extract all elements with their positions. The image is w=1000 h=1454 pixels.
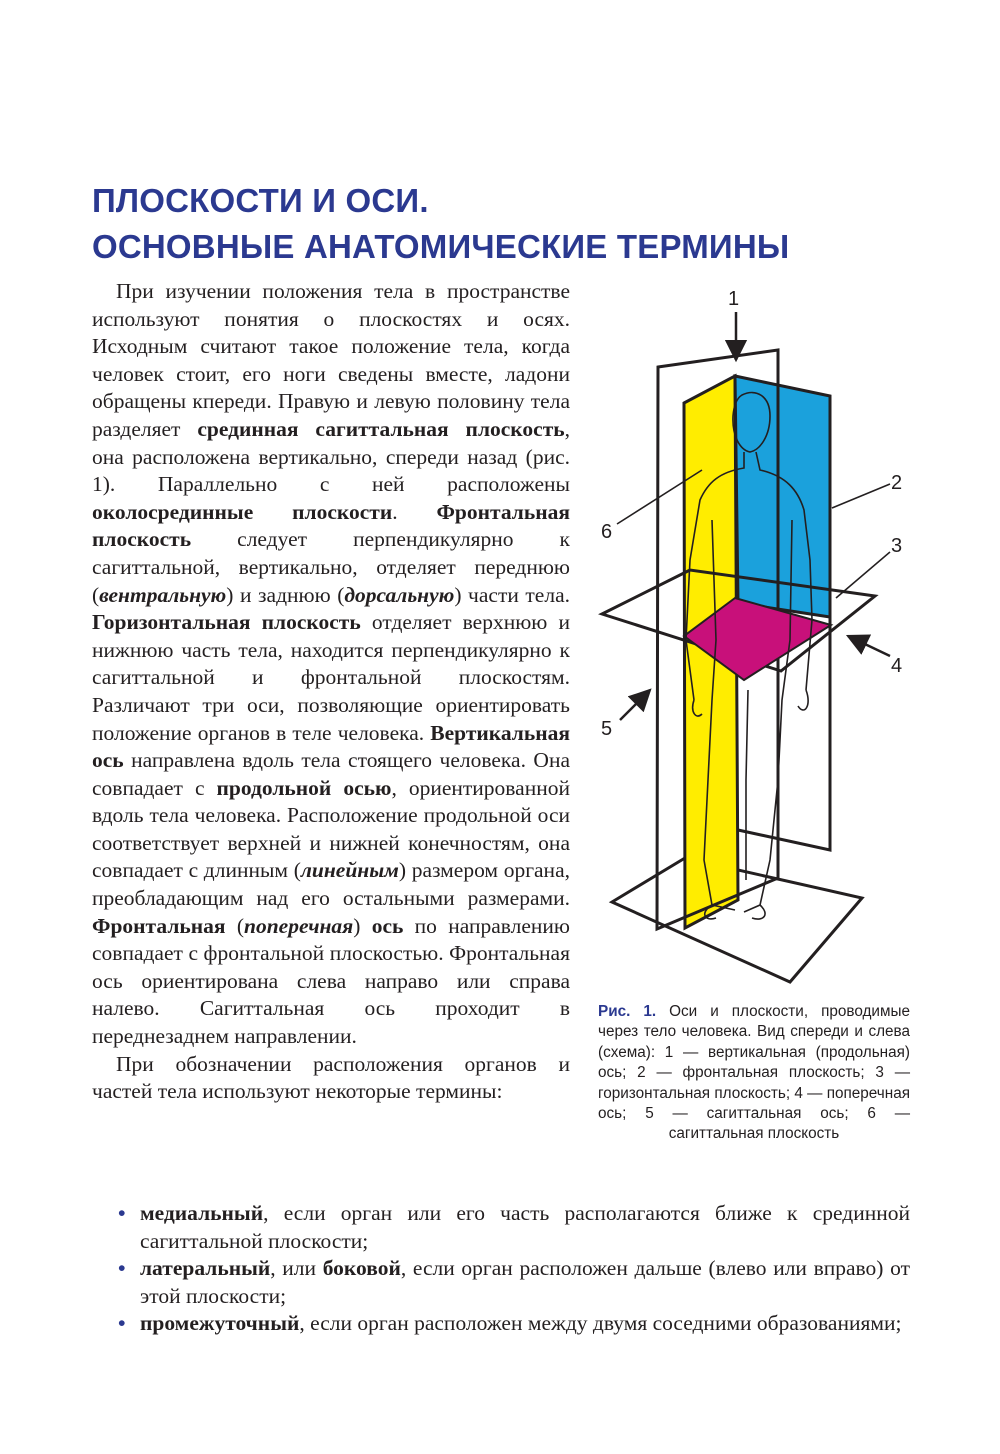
- term-vertical-axis: Вертикальная ось: [92, 720, 570, 773]
- transverse-axis-arrow: [848, 636, 890, 656]
- term-axis: ось: [371, 913, 404, 938]
- figure-label-6: 6: [601, 521, 613, 543]
- term-horizontal-plane: Горизонтальная плоскость: [92, 610, 361, 635]
- term-medial: медиальный: [140, 1201, 264, 1225]
- page-title: [92, 178, 789, 270]
- frontal-plane: [735, 376, 830, 617]
- leader-line-2: [832, 484, 890, 508]
- list-item: [92, 1310, 910, 1338]
- text-run: ) части тела.: [454, 582, 570, 607]
- text-run: , ориентированной вдоль тела человека. Расположение продольной оси соответствует верхней и нижней конечностям, она совпадает с длинным (: [92, 775, 570, 883]
- term-frontal: Фронтальная: [92, 913, 226, 938]
- list-item: [92, 1200, 910, 1255]
- term-ventral: вентральную: [99, 582, 227, 607]
- figure-label-1: 1: [728, 288, 740, 310]
- text-run: ) размером органа, преобладающим над его остальными размерами.: [92, 858, 570, 911]
- caption-label: Рис. 1.: [598, 1003, 657, 1020]
- text-run: , она расположена вертикально, спереди назад (рис. 1). Параллельно с ней расположены: [92, 416, 571, 497]
- term-median-sagittal-plane: срединная сагиттальная плоскость: [197, 416, 565, 441]
- text-run: ): [353, 913, 372, 938]
- body-planes-figure: [590, 280, 920, 1000]
- figure-label-2: 2: [891, 472, 903, 494]
- title-line-2: ОСНОВНЫЕ АНАТОМИЧЕСКИЕ ТЕРМИНЫ: [92, 228, 790, 265]
- term-frontal-plane: Фронтальная плоскость: [92, 499, 570, 552]
- text-run: При изучении положения тела в пространстве используют понятия о плоскостях и осях. Исходным считают такое положение тела, когда человек стоит, его ноги сведены вместе, ладони обращены кпереди. Правую и левую половину тела разделяет: [92, 279, 570, 441]
- figure-caption: [598, 1002, 910, 1145]
- list-item-text: , если орган расположен дальше (влево или вправо) от этой плоскости;: [140, 1256, 911, 1308]
- title-line-1: ПЛОСКОСТИ И ОСИ.: [92, 182, 429, 219]
- term-linear: линейным: [300, 858, 399, 883]
- text-run: направлена вдоль тела стоящего человека. Она совпадает с: [92, 748, 570, 800]
- figure-label-5: 5: [601, 718, 613, 740]
- term-intermediate: промежуточный: [140, 1311, 300, 1336]
- paragraph-planes-axes: [92, 278, 570, 1051]
- figure-label-3: 3: [891, 535, 903, 557]
- paragraph-terms-intro: При обозначении расположения органов и частей тела используют некоторые термины:: [92, 1051, 570, 1104]
- text-run: по направлению совпадает с фронтальной плоскостью. Фронтальная ось ориентирована слева направо или справа налево. Сагиттальная ось проходит в переднезаднем направлении.: [92, 913, 570, 1049]
- list-item-text: , или: [270, 1256, 323, 1281]
- main-text-column: [92, 278, 570, 1106]
- caption-text: Оси и плоскости, проводимые через тело человека. Вид спереди и слева (схема): 1 — вертикальная (продольная) ось; 2 — фронтальная плоскость; 3 — горизонтальная плоскость; 4 — поперечная ось; 5 — сагиттальная ось; 6 — сагиттальная плоскость: [598, 1003, 910, 1143]
- list-item-text: , если орган или его часть располагаются ближе к срединной сагиттальной плоскости;: [140, 1201, 910, 1253]
- text-run: .: [392, 499, 437, 524]
- text-run: ) и заднюю (: [226, 582, 345, 607]
- term-paramedian-planes: околосрединные плоскости: [92, 499, 393, 524]
- term-lateral: латеральный: [140, 1256, 271, 1281]
- leader-line-3: [836, 552, 890, 598]
- text-run: следует перпендикулярно к сагиттальной, вертикально, отделяет переднюю (: [92, 527, 570, 607]
- text-run: (: [225, 913, 244, 938]
- terms-list: [92, 1200, 910, 1338]
- term-longitudinal-axis: продольной осью: [216, 775, 392, 800]
- list-item-text: , если орган расположен между двумя соседними образованиями;: [299, 1311, 902, 1336]
- term-transverse: поперечная: [243, 913, 354, 938]
- text-run: отделяет верхнюю и нижнюю часть тела, находится перпендикулярно к сагиттальной и фронтальной плоскостям. Различают три оси, позволяющие ориентировать положение органов в теле человека.: [92, 610, 570, 745]
- sagittal-axis-arrow: [620, 690, 650, 720]
- term-dorsal: дорсальную: [344, 582, 455, 607]
- list-item: [92, 1255, 910, 1310]
- figure-label-4: 4: [891, 655, 903, 677]
- term-lateral-alt: боковой: [322, 1256, 401, 1281]
